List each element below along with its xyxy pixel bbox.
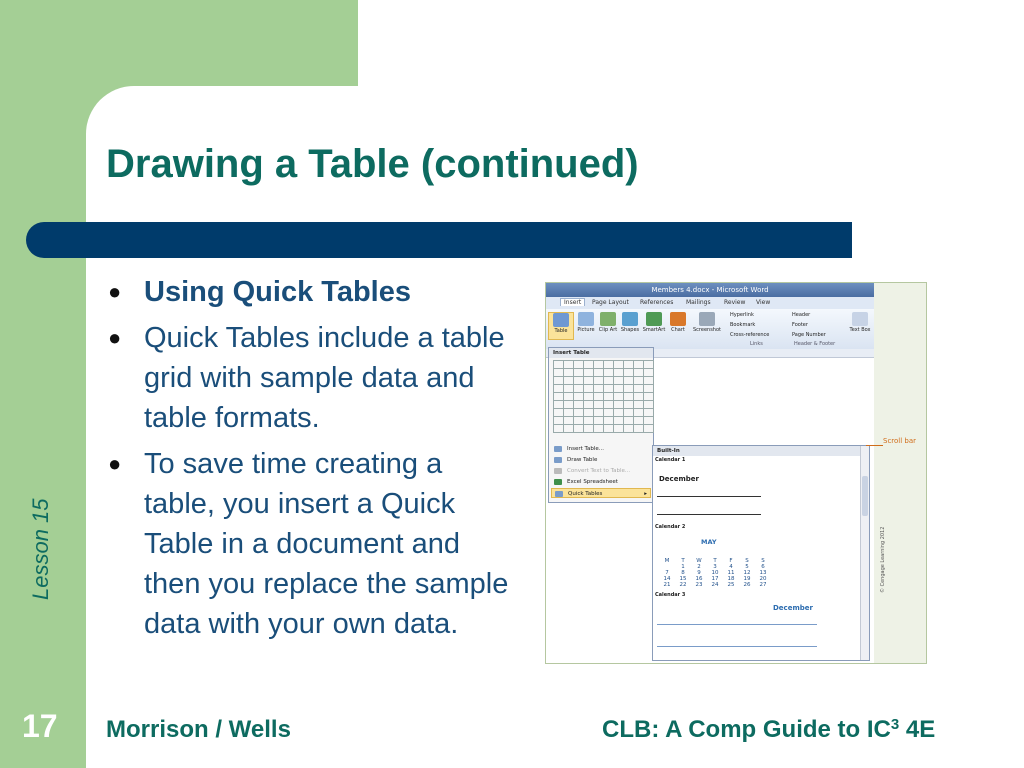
weekday-label: M: [664, 558, 670, 564]
table-grid[interactable]: [553, 360, 654, 433]
day-cell: 19: [743, 576, 751, 582]
day-cell: 2: [697, 564, 701, 570]
weekday-label: T: [713, 558, 717, 564]
footer-authors: Morrison / Wells: [106, 716, 291, 743]
links-group-label: Links: [750, 341, 763, 347]
day-cell: 16: [695, 576, 703, 582]
day-cell: 14: [663, 576, 671, 582]
ribbon-tabs: [546, 297, 874, 309]
clip-art-button[interactable]: Clip Art: [596, 312, 620, 333]
day-cell: 21: [663, 582, 671, 588]
excel-icon: [554, 479, 562, 485]
bullet-item: [106, 318, 516, 438]
day-cell: 7: [665, 570, 669, 576]
smartart-button[interactable]: SmartArt: [642, 312, 666, 333]
gallery-scrollbar[interactable]: [860, 446, 869, 660]
calendar-row: [659, 582, 771, 588]
bullet-text: To save time creating a table, you insert a Quick Table in a document and then you replace the sample data with your own data.: [144, 448, 509, 640]
day-cell: 6: [761, 564, 765, 570]
day-cell: 23: [695, 582, 703, 588]
bullet-dot-icon: ●: [108, 325, 122, 350]
day-cell: 5: [745, 564, 749, 570]
day-cell: 27: [759, 582, 767, 588]
scrollbar-thumb[interactable]: [862, 476, 868, 516]
menu-item-excel-spreadsheet[interactable]: Excel Spreadsheet: [551, 477, 651, 487]
text-box-icon: [852, 312, 868, 326]
title-underline-bar: [26, 222, 852, 258]
bullet-item: [106, 272, 516, 312]
tab-view[interactable]: View: [756, 299, 771, 306]
green-side-strip: [0, 0, 88, 768]
day-cell: 9: [697, 570, 701, 576]
weekday-label: F: [729, 558, 733, 564]
day-cell: 3: [713, 564, 717, 570]
day-cell: 22: [679, 582, 687, 588]
tab-insert[interactable]: Insert: [560, 298, 585, 306]
menu-item-convert-text: Convert Text to Table...: [551, 466, 651, 476]
calendar-1-label: Calendar 1: [655, 457, 686, 463]
day-cell: 13: [759, 570, 767, 576]
table-icon: [553, 313, 569, 327]
submenu-arrow-icon: ▸: [644, 491, 647, 497]
cross-reference-button[interactable]: Cross-reference: [730, 332, 770, 338]
day-cell: 10: [711, 570, 719, 576]
shapes-button[interactable]: Shapes: [618, 312, 642, 333]
calendar-3-label: Calendar 3: [655, 592, 686, 598]
tab-review[interactable]: Review: [724, 299, 746, 306]
clip-art-icon: [600, 312, 616, 326]
picture-button[interactable]: Picture: [574, 312, 598, 333]
menu-item-draw-table[interactable]: Draw Table: [551, 455, 651, 465]
day-cell: 11: [727, 570, 735, 576]
day-cell: 8: [681, 570, 685, 576]
calendar-1-title[interactable]: December: [659, 475, 699, 483]
tab-references[interactable]: References: [640, 299, 674, 306]
day-cell: 17: [711, 576, 719, 582]
smartart-icon: [646, 312, 662, 326]
quick-tables-gallery: [652, 445, 870, 661]
calendar-2-label: Calendar 2: [655, 524, 686, 530]
window-title: Members 4.docx - Microsoft Word: [546, 283, 874, 297]
day-cell: 4: [729, 564, 733, 570]
header-footer-group-label: Header & Footer: [794, 341, 836, 347]
lesson-label: Lesson 15: [28, 498, 53, 600]
calendar-1-rule: [657, 496, 761, 497]
slide-number: 17: [22, 708, 58, 744]
draw-table-icon: [554, 457, 562, 463]
menu-header: Insert Table: [549, 348, 653, 358]
slide-title: Drawing a Table (continued): [106, 142, 639, 186]
gallery-header: Built-In: [653, 446, 869, 456]
header-button[interactable]: Header: [792, 312, 811, 318]
picture-icon: [578, 312, 594, 326]
chart-button[interactable]: Chart: [666, 312, 690, 333]
calendar-3-rule: [657, 624, 817, 625]
bullet-list: [106, 272, 516, 650]
insert-table-menu: [548, 347, 654, 503]
menu-item-insert-table[interactable]: Insert Table...: [551, 444, 651, 454]
calendar-2-title[interactable]: MAY: [701, 538, 717, 546]
page-number-button[interactable]: Page Number: [792, 332, 826, 338]
day-cell: 18: [727, 576, 735, 582]
calendar-3-rule: [657, 646, 817, 647]
day-cell: 20: [759, 576, 767, 582]
quick-tables-icon: [555, 491, 563, 497]
tab-mailings[interactable]: Mailings: [686, 299, 711, 306]
ribbon: [546, 309, 874, 350]
weekday-label: W: [696, 558, 702, 564]
callout-line: [866, 445, 883, 446]
screenshot-icon: [699, 312, 715, 326]
bullet-dot-icon: ●: [108, 279, 122, 304]
bookmark-button[interactable]: Bookmark: [730, 322, 756, 328]
day-cell: 26: [743, 582, 751, 588]
weekday-label: S: [745, 558, 749, 564]
day-cell: 25: [727, 582, 735, 588]
bullet-item: [106, 444, 516, 644]
word-screenshot: [545, 282, 927, 664]
tab-page-layout[interactable]: Page Layout: [592, 299, 629, 306]
weekday-label: S: [761, 558, 765, 564]
text-box-button[interactable]: Text Box: [848, 312, 872, 333]
bullet-text: Using Quick Tables: [144, 276, 411, 308]
day-cell: 12: [743, 570, 751, 576]
convert-text-icon: [554, 468, 562, 474]
copyright-note: © Cengage Learning 2012: [880, 526, 886, 593]
insert-table-icon: [554, 446, 562, 452]
calendar-1-rule: [657, 514, 761, 515]
chart-icon: [670, 312, 686, 326]
calendar-2-grid: [659, 558, 771, 588]
hyperlink-button[interactable]: Hyperlink: [730, 312, 754, 318]
day-cell: 1: [681, 564, 685, 570]
day-cell: 24: [711, 582, 719, 588]
day-cell: 15: [679, 576, 687, 582]
menu-item-quick-tables[interactable]: Quick Tables ▸: [551, 488, 651, 498]
bullet-dot-icon: ●: [108, 451, 122, 476]
scroll-bar-callout: Scroll bar: [883, 437, 917, 445]
weekday-label: T: [681, 558, 685, 564]
bullet-text: Quick Tables include a table grid with sample data and table formats.: [144, 322, 505, 434]
shapes-icon: [622, 312, 638, 326]
screenshot-button[interactable]: Screenshot: [692, 312, 722, 333]
footer-book-title: CLB: A Comp Guide to $IC^3$ 4E: [602, 716, 936, 743]
footer-button[interactable]: Footer: [792, 322, 808, 328]
calendar-3-title[interactable]: December: [773, 604, 813, 612]
table-button[interactable]: Table: [548, 312, 574, 340]
